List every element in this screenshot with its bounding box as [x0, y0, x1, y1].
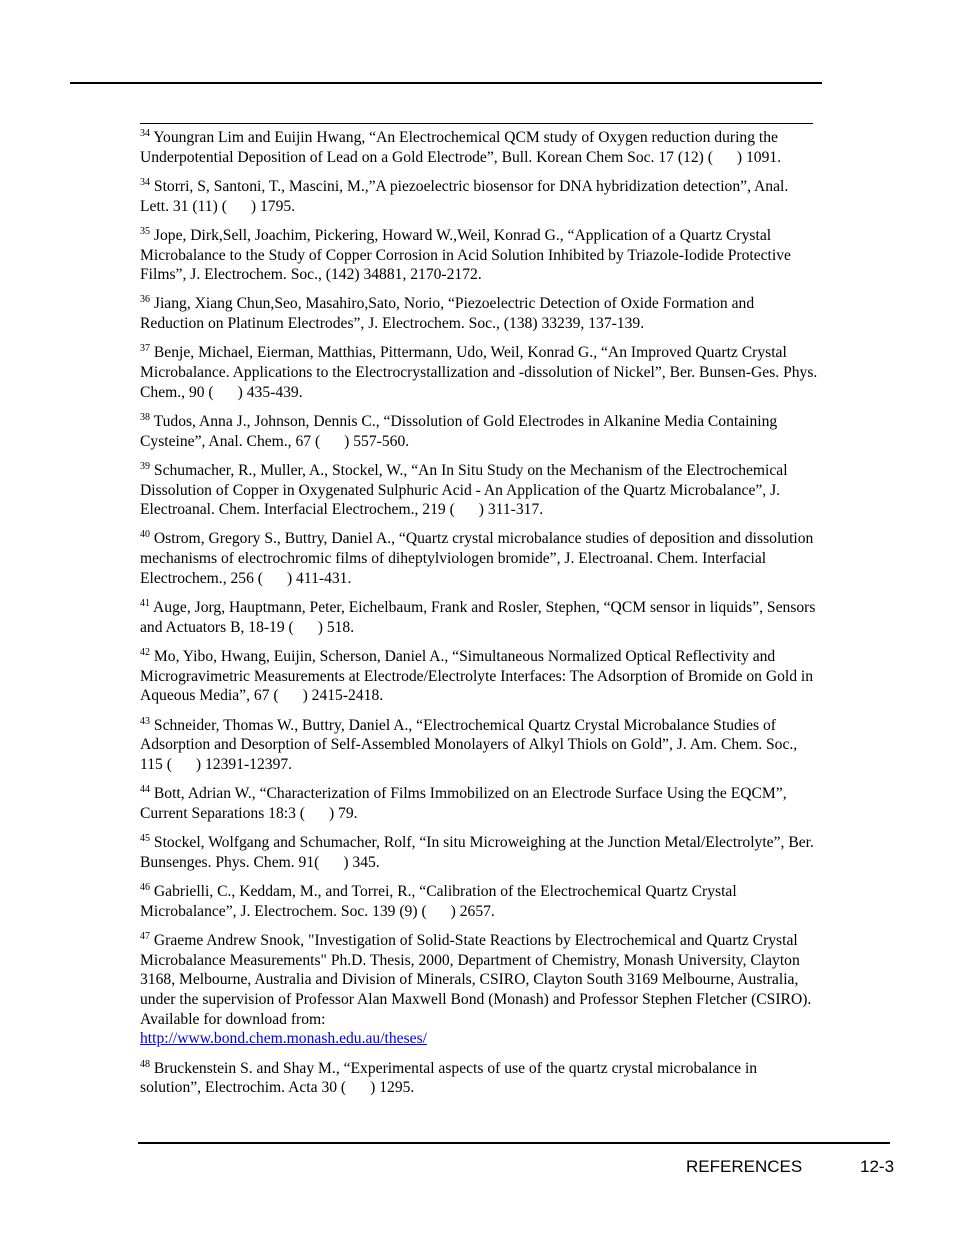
reference-text: Jope, Dirk,Sell, Joachim, Pickering, Howard W.,Weil, Konrad G., “Application of a Quartz Crystal Microbalance to the Study of Copper Corrosion in Acid Solution Inhibited by Triazole-Iodide Protective Films”, J. Electrochem. Soc., (142) 34881, 2170-2172.	[140, 226, 791, 284]
reference-entry	[140, 294, 818, 333]
reference-pages: ) 311-317.	[478, 501, 544, 519]
reference-number: 37	[140, 343, 150, 355]
footer-section-label: REFERENCES	[686, 1157, 803, 1176]
reference-pages: ) 12391-12397.	[195, 755, 293, 773]
reference-entry	[140, 784, 818, 823]
reference-pages: ) 518.	[317, 618, 355, 636]
reference-text: Gabrielli, C., Keddam, M., and Torrei, R., “Calibration of the Electrochemical Quartz Crystal Microbalance”, J. Electrochem. Soc. 139 (9) (	[140, 883, 737, 920]
reference-entry	[140, 598, 818, 637]
reference-number: 46	[140, 881, 150, 893]
reference-number: 34	[140, 176, 150, 188]
reference-pages: ) 411-431.	[286, 569, 352, 587]
reference-number: 35	[140, 225, 150, 237]
reference-text: Bott, Adrian W., “Characterization of Films Immobilized on an Electrode Surface Using the EQCM”, Current Separations 18:3 (	[140, 785, 787, 822]
reference-number: 44	[140, 784, 150, 795]
reference-text: Schneider, Thomas W., Buttry, Daniel A., “Electrochemical Quartz Crystal Microbalance Studies of Adsorption and Desorption of Self-Assembled Monolayers of Alkyl Thiols on Gold”, J. Am. Chem. Soc., 115 (	[140, 716, 798, 773]
page-number: 12-3	[860, 1157, 895, 1176]
reference-list	[140, 128, 818, 1108]
reference-number: 47	[140, 930, 150, 942]
reference-pages: ) 2415-2418.	[302, 687, 384, 705]
reference-number: 39	[140, 460, 150, 472]
reference-text: Ostrom, Gregory S., Buttry, Daniel A., “Quartz crystal microbalance studies of deposition and dissolution mechanisms of electrochromic films of diheptylviologen bromide”, J. Electroanal. Chem. Interfacial Electrochem., 256 (	[140, 530, 814, 587]
footnote-separator	[140, 123, 813, 124]
reference-entry	[140, 128, 818, 167]
reference-text: Benje, Michael, Eierman, Matthias, Pittermann, Udo, Weil, Konrad G., “An Improved Quartz Crystal Microbalance. Applications to the Electrocrystallization and -dissolution of Nickel”, Ber. Bunsen-Ges. Phys. Chem., 90 (	[140, 344, 818, 401]
reference-text: Bruckenstein S. and Shay M., “Experimental aspects of use of the quartz crystal microbalance in solution”, Electrochim. Acta 30 (	[140, 1059, 758, 1097]
reference-entry	[140, 529, 818, 588]
reference-entry	[140, 647, 818, 706]
reference-entry	[140, 412, 818, 451]
reference-pages: ) 1795.	[250, 197, 296, 215]
footer-rule	[138, 1142, 890, 1144]
reference-text: Jiang, Xiang Chun,Seo, Masahiro,Sato, Norio, “Piezoelectric Detection of Oxide Formation and Reduction on Platinum Electrodes”, J. Electrochem. Soc., (138) 33239, 137-139.	[140, 295, 755, 333]
reference-number: 36	[140, 294, 150, 306]
reference-text: Stockel, Wolfgang and Schumacher, Rolf, “In situ Microweighing at the Junction Metal/Electrolyte”, Ber. Bunsenges. Phys. Chem. 91(	[140, 834, 814, 871]
reference-pages: ) 557-560.	[344, 432, 410, 450]
reference-pages: ) 79.	[329, 804, 358, 822]
reference-number: 43	[140, 715, 150, 727]
reference-text: Schumacher, R., Muller, A., Stockel, W., “An In Situ Study on the Mechanism of the Electrochemical Dissolution of Copper in Oxygenated Sulphuric Acid - An Application of the Quartz Microbalance”, J. Electroanal. Chem. Interfacial Electrochem., 219 (	[140, 461, 788, 519]
reference-number: 40	[140, 529, 150, 541]
reference-number: 48	[140, 1058, 150, 1070]
reference-entry	[140, 833, 818, 872]
reference-entry	[140, 882, 818, 921]
reference-entry	[140, 177, 818, 216]
reference-text: Youngran Lim and Euijin Hwang, “An Electrochemical QCM study of Oxygen reduction during the Underpotential Deposition of Lead on a Gold Electrode”, Bull. Korean Chem Soc. 17 (12) (	[140, 129, 778, 166]
reference-pages: ) 2657.	[450, 902, 495, 920]
reference-entry	[140, 931, 818, 1049]
reference-text: Mo, Yibo, Hwang, Euijin, Scherson, Daniel A., “Simultaneous Normalized Optical Reflectivity and Microgravimetric Measurements at Electrode/Electrolyte Interfaces: The Adsorption of Bromide on Gold in Aqueous Media”, 67 (	[140, 647, 814, 705]
reference-number: 45	[140, 832, 150, 844]
reference-entry	[140, 716, 818, 775]
reference-pages: ) 1091.	[736, 148, 782, 166]
reference-number: 42	[140, 646, 150, 658]
reference-number: 41	[140, 597, 150, 609]
reference-entry	[140, 226, 818, 285]
reference-pages: ) 1295.	[370, 1079, 415, 1097]
header-rule	[70, 82, 822, 84]
reference-text: Auge, Jorg, Hauptmann, Peter, Eichelbaum, Frank and Rosler, Stephen, “QCM sensor in liquids”, Sensors and Actuators B, 18-19 (	[140, 599, 816, 636]
reference-pages: ) 345.	[343, 853, 380, 871]
reference-number: 38	[140, 411, 150, 423]
reference-text: Tudos, Anna J., Johnson, Dennis C., “Dissolution of Gold Electrodes in Alkanine Media Containing Cysteine”, Anal. Chem., 67 (	[140, 412, 778, 450]
thesis-download-link[interactable]: http://www.bond.chem.monash.edu.au/theses/	[140, 1030, 427, 1048]
reference-text: Graeme Andrew Snook, "Investigation of Solid-State Reactions by Electrochemical and Quartz Crystal Microbalance Measurements" Ph.D. Thesis, 2000, Department of Chemistry, Monash University, Clayton 3168, Melbourne, Australia and Division of Minerals, CSIRO, Clayton South 3169 Melbourne, Australia, under the supervision of Professor Alan Maxwell Bond (Monash) and Professor Stephen Fletcher (CSIRO). Available for download from:	[140, 931, 812, 1028]
reference-entry	[140, 343, 818, 402]
reference-pages: ) 435-439.	[237, 383, 303, 401]
reference-entry	[140, 461, 818, 520]
reference-entry	[140, 1059, 818, 1098]
reference-number: 34	[140, 127, 150, 139]
reference-text: Storri, S, Santoni, T., Mascini, M.,”A piezoelectric biosensor for DNA hybridization detection”, Anal. Lett. 31 (11) (	[140, 177, 789, 215]
